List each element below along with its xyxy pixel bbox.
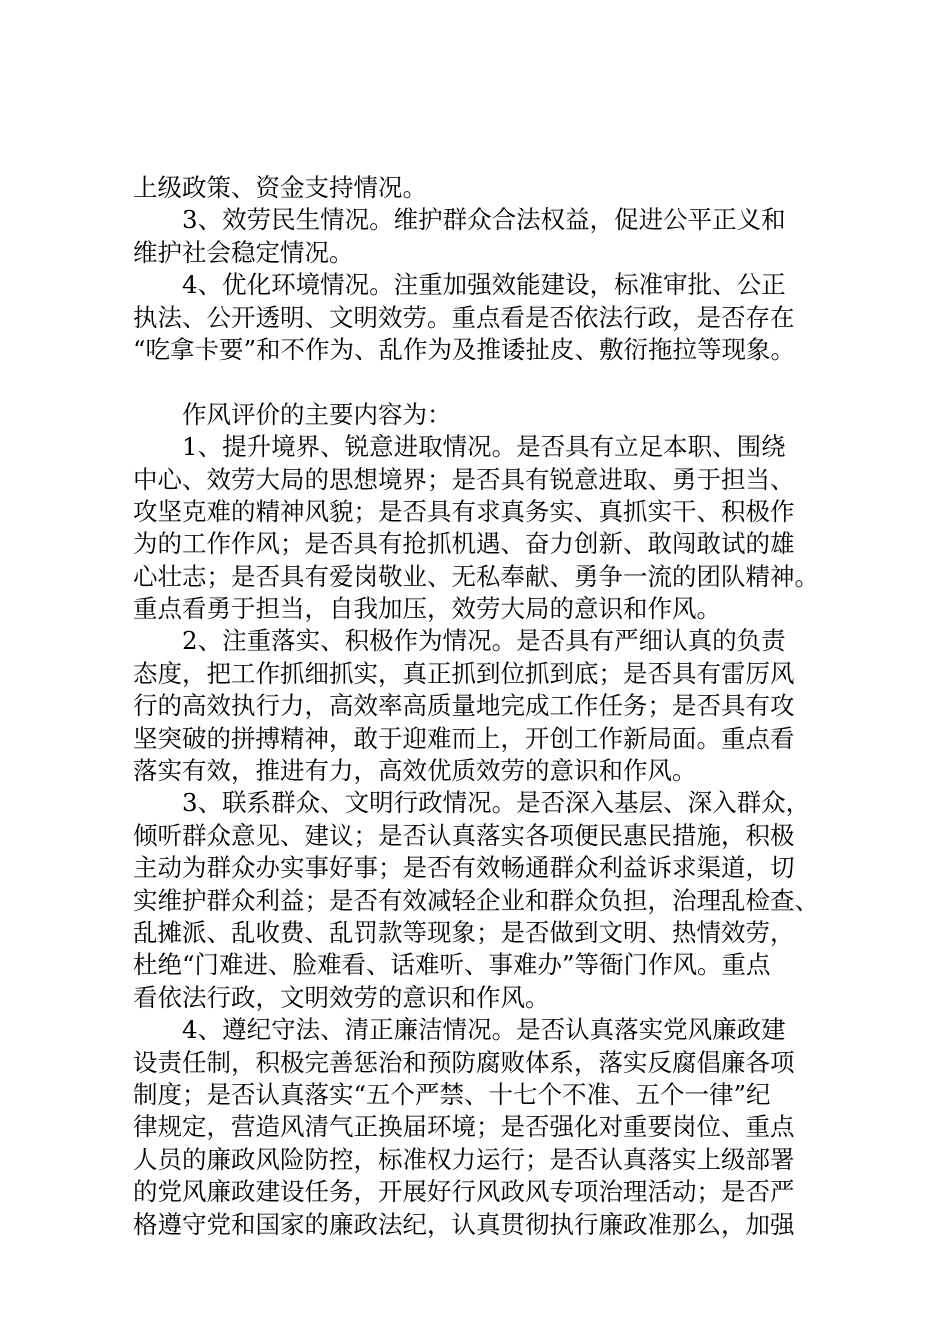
text-line: 设责任制，积极完善惩治和预防腐败体系，落实反腐倡廉各项	[133, 1047, 795, 1077]
text-line: 心壮志；是否具有爱岗敬业、无私奉献、勇争一流的团队精神。	[133, 561, 819, 591]
text-line: 主动为群众办实事好事；是否有效畅通群众利益诉求渠道，切	[133, 853, 795, 883]
document-body	[133, 172, 833, 1241]
blank-line	[133, 366, 833, 398]
paragraph-first-line: 1、提升境界、锐意进取情况。是否具有立足本职、围绕	[182, 432, 786, 462]
text-line: 态度，把工作抓细抓实，真正抓到位抓到底；是否具有雷厉风	[133, 658, 795, 688]
text-line: 执法、公开透明、文明效劳。重点看是否依法行政，是否存在	[133, 302, 795, 332]
section-heading: 作风评价的主要内容为：	[182, 399, 452, 429]
text-line: 制度；是否认真落实“五个严禁、十七个不准、五个一律”纪	[133, 1079, 771, 1109]
text-line: 格遵守党和国家的廉政法纪，认真贯彻执行廉政准那么，加强	[133, 1209, 795, 1239]
text-line: 看依法行政，文明效劳的意识和作风。	[133, 982, 550, 1012]
paragraph-first-line: 4、遵纪守法、清正廉洁情况。是否认真落实党风廉政建	[182, 1015, 786, 1045]
text-line: 落实有效，推进有力，高效优质效劳的意识和作风。	[133, 756, 697, 786]
paragraph-first-line: 4、优化环境情况。注重加强效能建设，标准审批、公正	[182, 270, 786, 300]
text-line: 实维护群众利益；是否有效减轻企业和群众负担，治理乱检查、	[133, 885, 819, 915]
paragraph-first-line: 3、联系群众、文明行政情况。是否深入基层、深入群众，	[182, 788, 811, 818]
paragraph-first-line: 3、效劳民生情况。维护群众合法权益，促进公平正义和	[182, 205, 786, 235]
text-line: 攻坚克难的精神风貌；是否具有求真务实、真抓实干、积极作	[133, 496, 795, 526]
text-line: 上级政策、资金支持情况。	[133, 173, 427, 202]
text-line: 人员的廉政风险防控，标准权力运行；是否认真落实上级部署	[133, 1144, 795, 1174]
paragraph-first-line: 2、注重落实、积极作为情况。是否具有严细认真的负责	[182, 626, 786, 656]
text-line: 杜绝“门难进、脸难看、话难听、事难办”等衙门作风。重点	[133, 950, 771, 980]
text-line: 重点看勇于担当，自我加压，效劳大局的意识和作风。	[133, 594, 721, 624]
text-line: 的党风廉政建设任务，开展好行风政风专项治理活动；是否严	[133, 1177, 795, 1207]
text-line: 律规定，营造风清气正换届环境；是否强化对重要岗位、重点	[133, 1112, 795, 1142]
text-line: 乱摊派、乱收费、乱罚款等现象；是否做到文明、热情效劳，	[133, 917, 795, 947]
text-line: 维护社会稳定情况。	[133, 237, 354, 267]
text-line: 行的高效执行力，高效率高质量地完成工作任务；是否具有攻	[133, 691, 795, 721]
text-line: “吃拿卡要”和不作为、乱作为及推诿扯皮、敷衍拖拉等现象。	[133, 334, 796, 364]
text-line: 倾听群众意见、建议；是否认真落实各项便民惠民措施，积极	[133, 820, 795, 850]
text-line: 中心、效劳大局的思想境界；是否具有锐意进取、勇于担当、	[133, 464, 795, 494]
text-line: 坚突破的拼搏精神，敢于迎难而上，开创工作新局面。重点看	[133, 723, 795, 753]
text-line: 为的工作作风；是否具有抢抓机遇、奋力创新、敢闯敢试的雄	[133, 529, 795, 559]
